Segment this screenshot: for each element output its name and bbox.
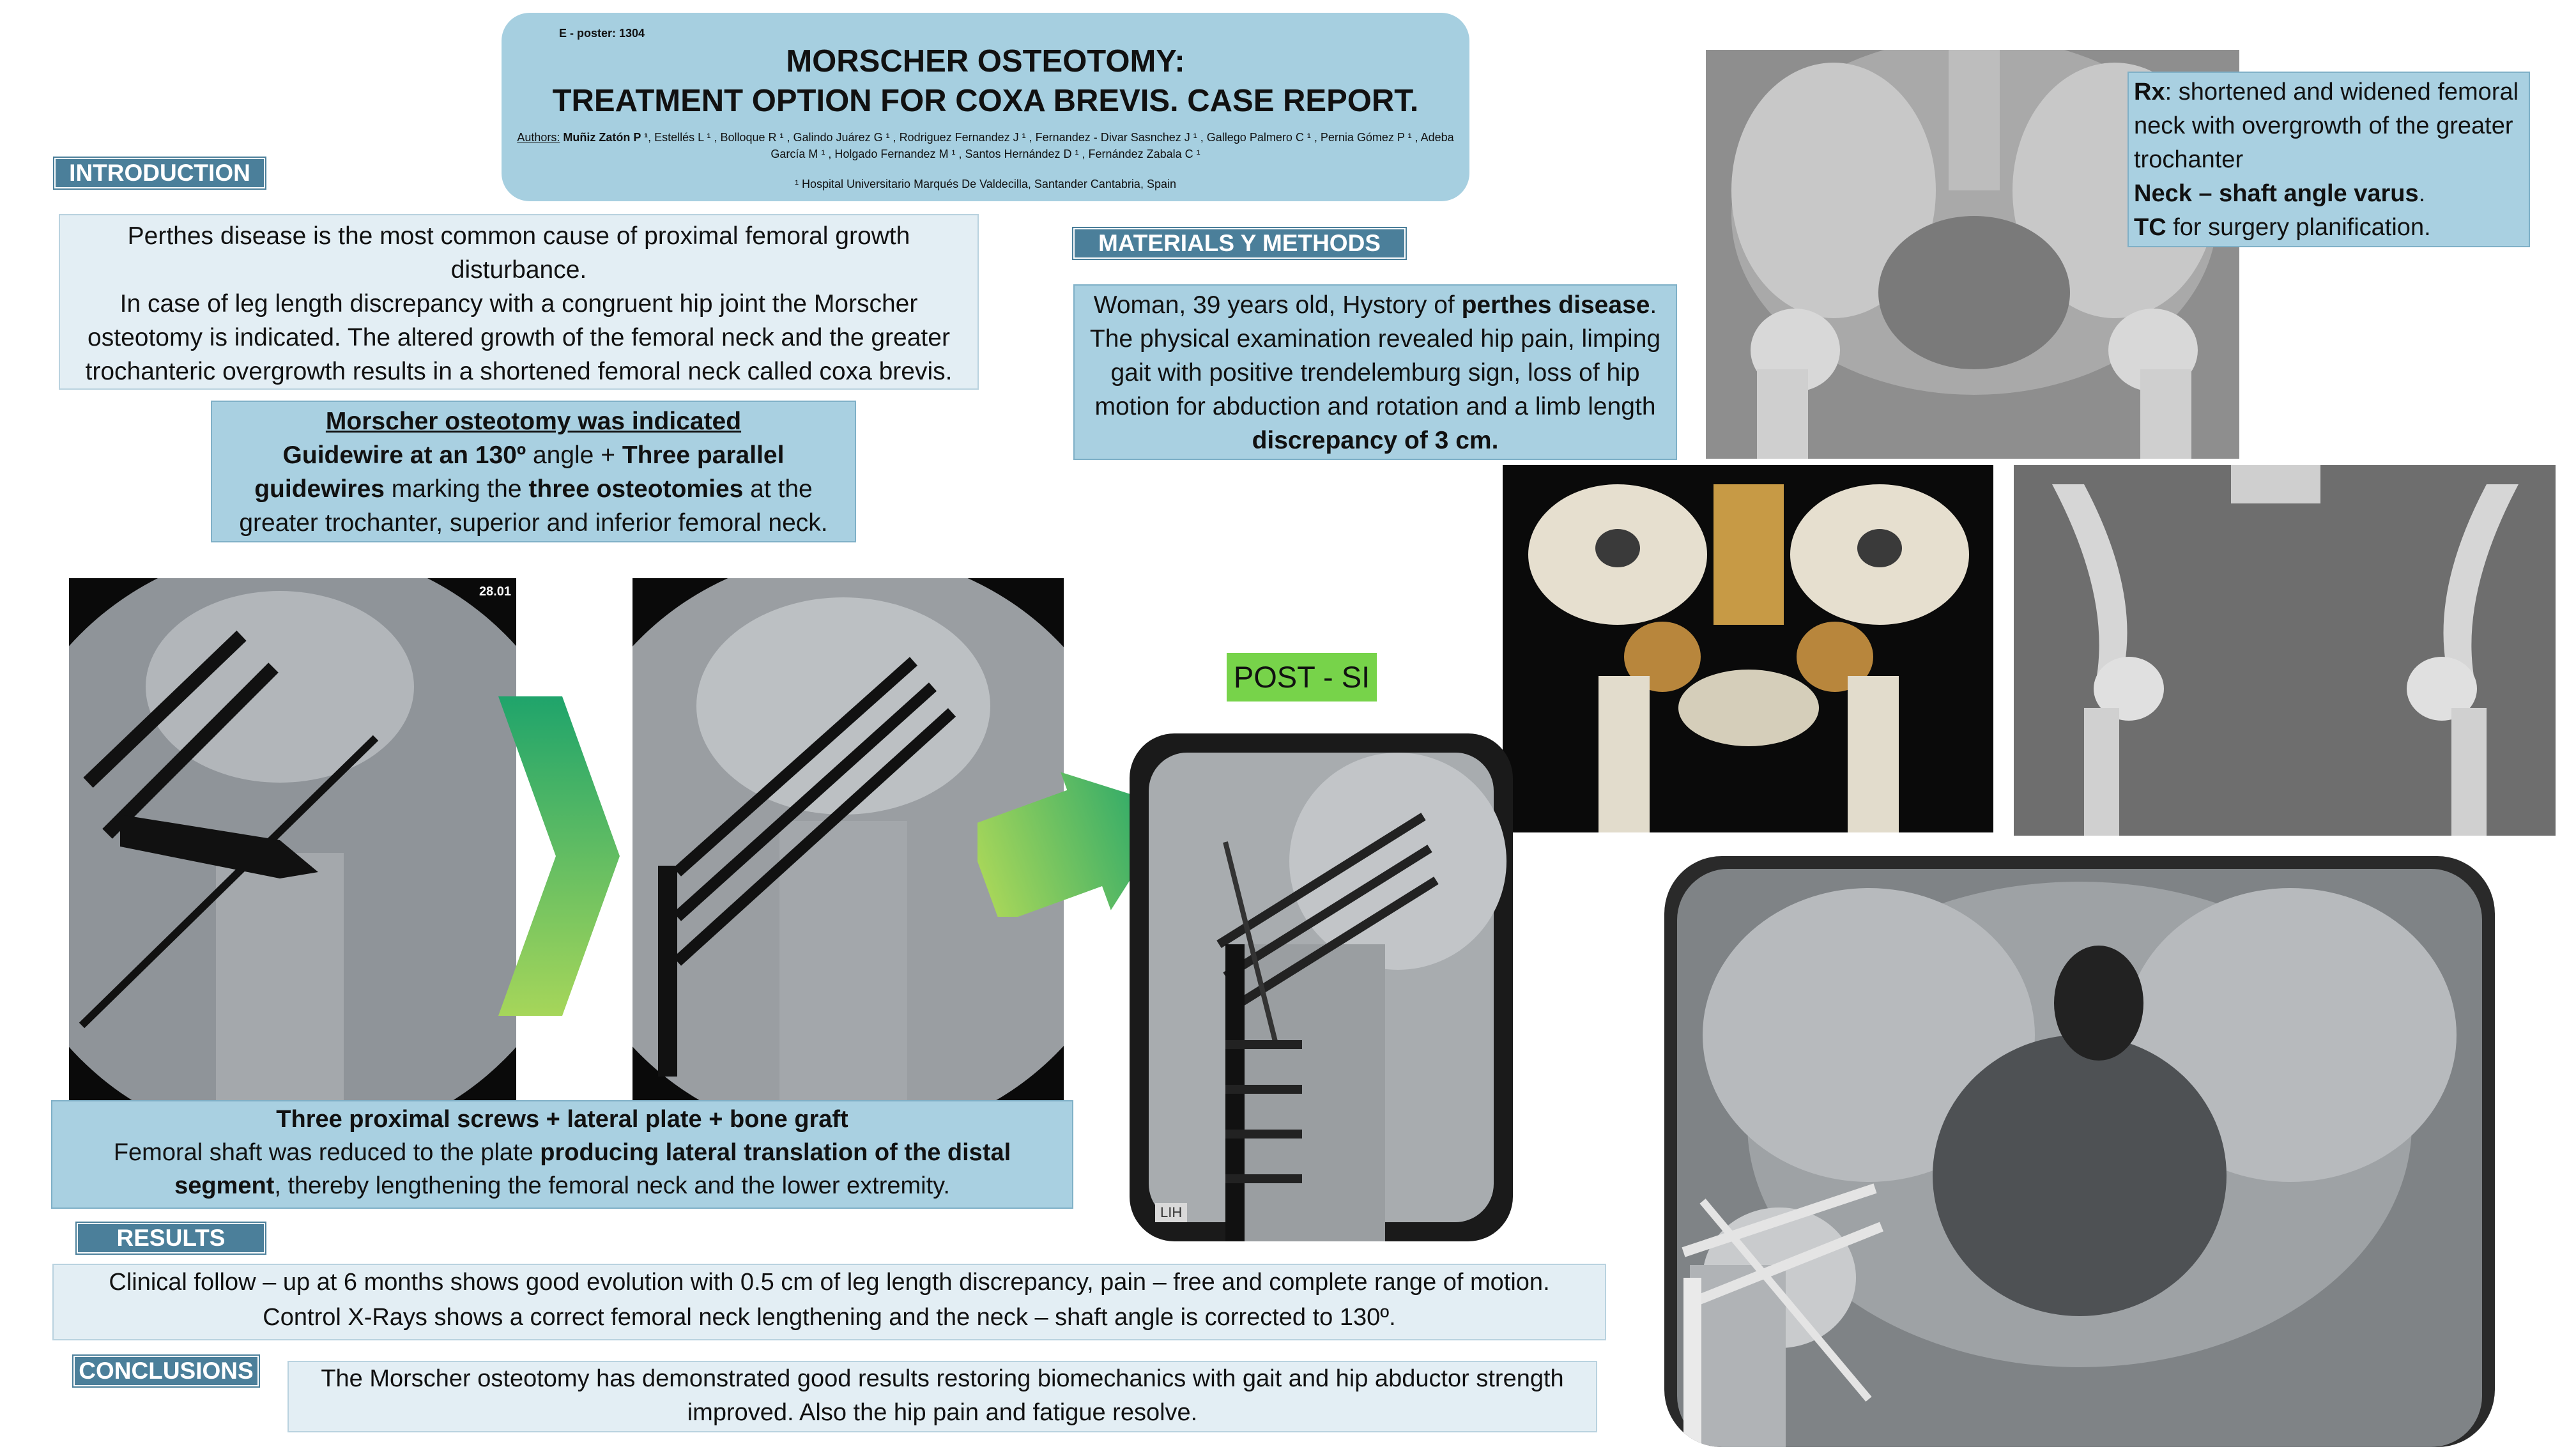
ct-coronal — [2014, 465, 2556, 836]
materials-discrepancy: discrepancy of 3 cm. — [1252, 427, 1499, 454]
hospital-affiliation: ¹ Hospital Universitario Marqués De Valdecilla, Santander Cantabria, Spain — [795, 178, 1176, 190]
poster-title-box — [502, 13, 1469, 201]
rx-label: Rx — [2134, 79, 2165, 105]
other-authors: , Estellés L ¹ , Bolloque R ¹ , Galindo Juárez G ¹ , Rodriguez Fernandez J ¹ , Fernandez - Divar Sasnchez J ¹ , Gallego Palmero C ¹ , Pernia Gómez P ¹ , Adeba García M ¹ , Holgado Fernandez M ¹ , Santos Hernández D ¹ , Fernández Zabala C ¹ — [648, 131, 1454, 160]
conclusions-label: CONCLUSIONS — [73, 1356, 259, 1386]
introduction-line1: Perthes disease is the most common cause of proximal femoral growth disturbance. — [127, 222, 910, 284]
tc-label: TC — [2134, 214, 2166, 241]
neck-end: . — [2418, 180, 2426, 207]
results-label: RESULTS — [77, 1223, 265, 1254]
indication-t4: marking the — [384, 475, 529, 503]
eposter-number: E - poster: 1304 — [559, 27, 645, 40]
post-si-label: POST - SI — [1227, 653, 1377, 702]
materials-t1: Woman, 39 years old, Hystory of — [1093, 291, 1462, 319]
authors-list — [514, 129, 1457, 162]
indication-parallel: Three parallel guidewires — [254, 441, 785, 503]
surgery-heading: Three proximal screws + lateral plate + bone graft — [276, 1106, 848, 1133]
postop-lih-marker: LIH — [1155, 1203, 1187, 1222]
indication-t6: at the greater trochanter, superior and inferior femoral neck. — [239, 475, 828, 537]
pelvis-xray-postop — [1664, 856, 2495, 1447]
ct-3d-reconstruction — [1503, 465, 1993, 832]
poster-title-line1: MORSCHER OSTEOTOMY: — [786, 44, 1185, 79]
surgery-t1: Femoral shaft was reduced to the plate — [113, 1139, 540, 1166]
indication-box — [211, 401, 856, 542]
conclusions-box: The Morscher osteotomy has demonstrated good results restoring biomechanics with gait and hip abductor strength improved. Also the hip pain and fatigue resolve. — [288, 1361, 1597, 1432]
results-line2: Control X-Rays shows a correct femoral neck lengthening and the neck – shaft angle is corrected to 130º. — [263, 1304, 1396, 1331]
indication-heading: Morscher osteotomy was indicated — [325, 408, 742, 435]
introduction-box — [59, 214, 979, 390]
intraop-timestamp: 28.01 — [479, 585, 511, 599]
green-chevron-arrow — [498, 696, 620, 1016]
rx-text: : shortened and widened femoral neck with overgrowth of the greater trochanter — [2134, 79, 2519, 173]
surgery-text — [57, 1136, 1067, 1202]
indication-text — [217, 438, 850, 540]
results-line1: Clinical follow – up at 6 months shows good evolution with 0.5 cm of leg length discrepancy, pain – free and complete range of motion. — [109, 1269, 1550, 1296]
first-author: Muñiz Zatón P ¹ — [563, 131, 648, 144]
materials-box — [1073, 284, 1677, 460]
intraop-xray-guidewires — [69, 578, 516, 1102]
introduction-label: INTRODUCTION — [54, 158, 265, 188]
authors-label: Authors: — [517, 131, 560, 144]
materials-t3: . The physical examination revealed hip pain, limping gait with positive trendelemburg sign, loss of hip motion for abduction and rotation and a limb length — [1089, 291, 1661, 420]
indication-t2: angle + — [526, 441, 622, 469]
postop-xray — [1130, 733, 1513, 1241]
poster-title-line2: TREATMENT OPTION FOR COXA BREVIS. CASE REPORT. — [552, 84, 1419, 118]
surgery-lateral-translation: producing lateral translation of the distal segment — [174, 1139, 1011, 1199]
surgery-t3: , thereby lengthening the femoral neck and the lower extremity. — [274, 1172, 950, 1199]
introduction-line2: In case of leg length discrepancy with a congruent hip joint the Morscher osteotomy is indicated. The altered growth of the femoral neck and the greater trochanteric overgrowth results in a shortened femoral neck called coxa brevis. — [85, 290, 953, 385]
results-box — [52, 1264, 1606, 1340]
indication-osteotomies: three osteotomies — [528, 475, 744, 503]
surgery-box — [51, 1100, 1073, 1209]
rx-findings-box — [2128, 72, 2530, 247]
neck-shaft-varus: Neck – shaft angle varus — [2134, 180, 2419, 207]
indication-guidewire: Guidewire at an 130º — [282, 441, 526, 469]
materials-perthes: perthes disease — [1461, 291, 1650, 319]
materials-label: MATERIALS Y METHODS — [1073, 228, 1406, 259]
tc-text: for surgery planification. — [2166, 214, 2431, 241]
